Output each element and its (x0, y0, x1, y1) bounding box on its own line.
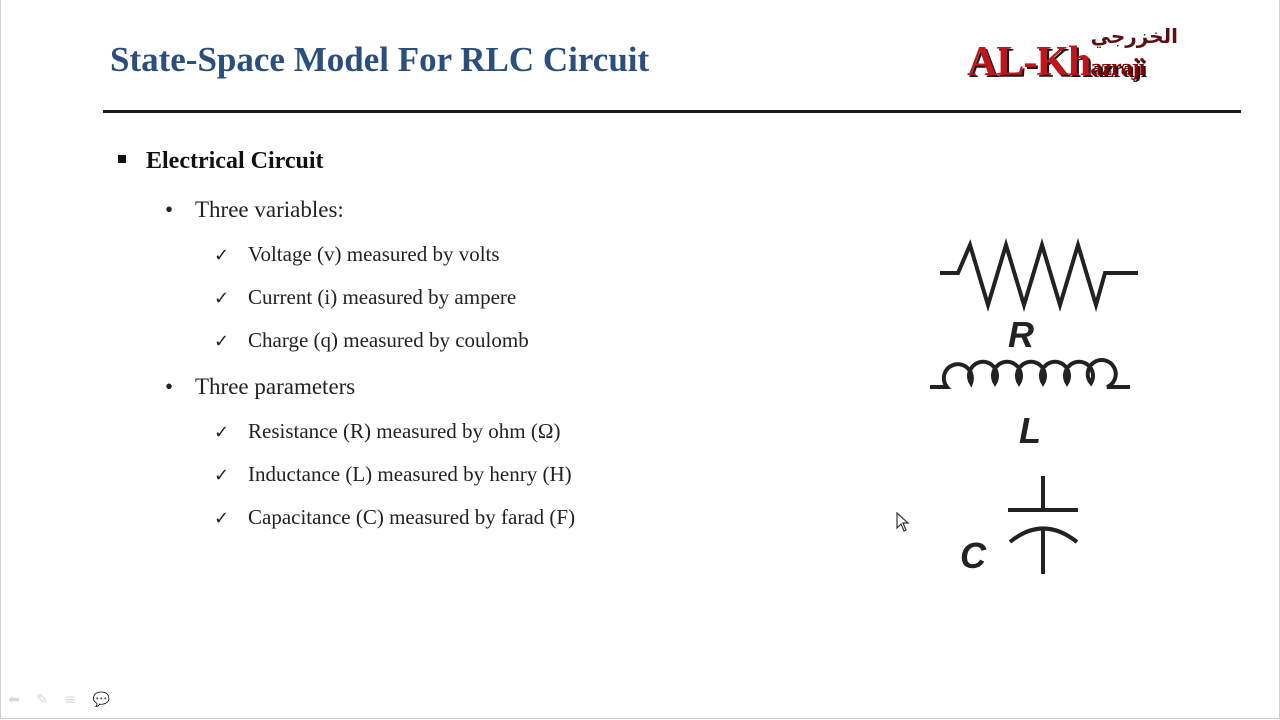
inductor-symbol (930, 360, 1130, 387)
square-bullet-icon (118, 155, 126, 163)
list-item (214, 462, 572, 487)
bullet-three-parameters (165, 374, 355, 400)
item-text: Voltage (v) measured by volts (248, 242, 500, 266)
item-text: Current (i) measured by ampere (248, 285, 517, 309)
check-icon: ✓ (214, 508, 230, 529)
list-item (214, 505, 575, 530)
logo-arabic-text: الخزرجي (1090, 24, 1178, 48)
check-icon: ✓ (214, 245, 230, 266)
chat-icon[interactable]: 💬 (92, 692, 110, 708)
bullet-three-variables (165, 197, 344, 223)
slideshow-toolbar (8, 692, 122, 708)
al-khazraji-logo (965, 24, 1190, 94)
item-text: Resistance (R) measured by ohm (Ω) (248, 419, 561, 443)
round-bullet-icon: • (165, 197, 174, 222)
inductor-label: L (1019, 410, 1041, 451)
pen-icon[interactable]: ✎ (36, 692, 48, 708)
list-item (214, 242, 500, 267)
list-item (214, 419, 560, 444)
check-icon: ✓ (214, 288, 230, 309)
item-text: Inductance (L) measured by henry (H) (248, 462, 572, 486)
logo-main-small: azraji (1090, 55, 1145, 81)
item-text: Charge (q) measured by coulomb (248, 328, 529, 352)
heading-text: Electrical Circuit (146, 148, 324, 174)
logo-main-text (967, 38, 1144, 86)
group-label: Three variables: (195, 197, 344, 222)
back-arrow-icon[interactable]: ⬅ (8, 692, 20, 708)
check-icon: ✓ (214, 422, 230, 443)
resistor-label: R (1008, 314, 1034, 355)
capacitor-label: C (960, 535, 986, 576)
check-icon: ✓ (214, 465, 230, 486)
list-item (214, 328, 529, 353)
group-label: Three parameters (195, 374, 356, 399)
slide-title: State-Space Model For RLC Circuit (110, 40, 650, 79)
resistor-symbol (940, 245, 1138, 305)
list-item (214, 285, 516, 310)
menu-icon[interactable]: ≡ (64, 692, 77, 708)
logo-main-big: AL-Kh (967, 39, 1091, 85)
rlc-symbols-diagram (925, 230, 1145, 590)
check-icon: ✓ (214, 331, 230, 352)
mouse-cursor-icon (896, 512, 910, 537)
title-divider (103, 110, 1241, 113)
bullet-electrical-circuit (118, 148, 324, 175)
round-bullet-icon: • (165, 374, 174, 399)
item-text: Capacitance (C) measured by farad (F) (248, 505, 576, 529)
